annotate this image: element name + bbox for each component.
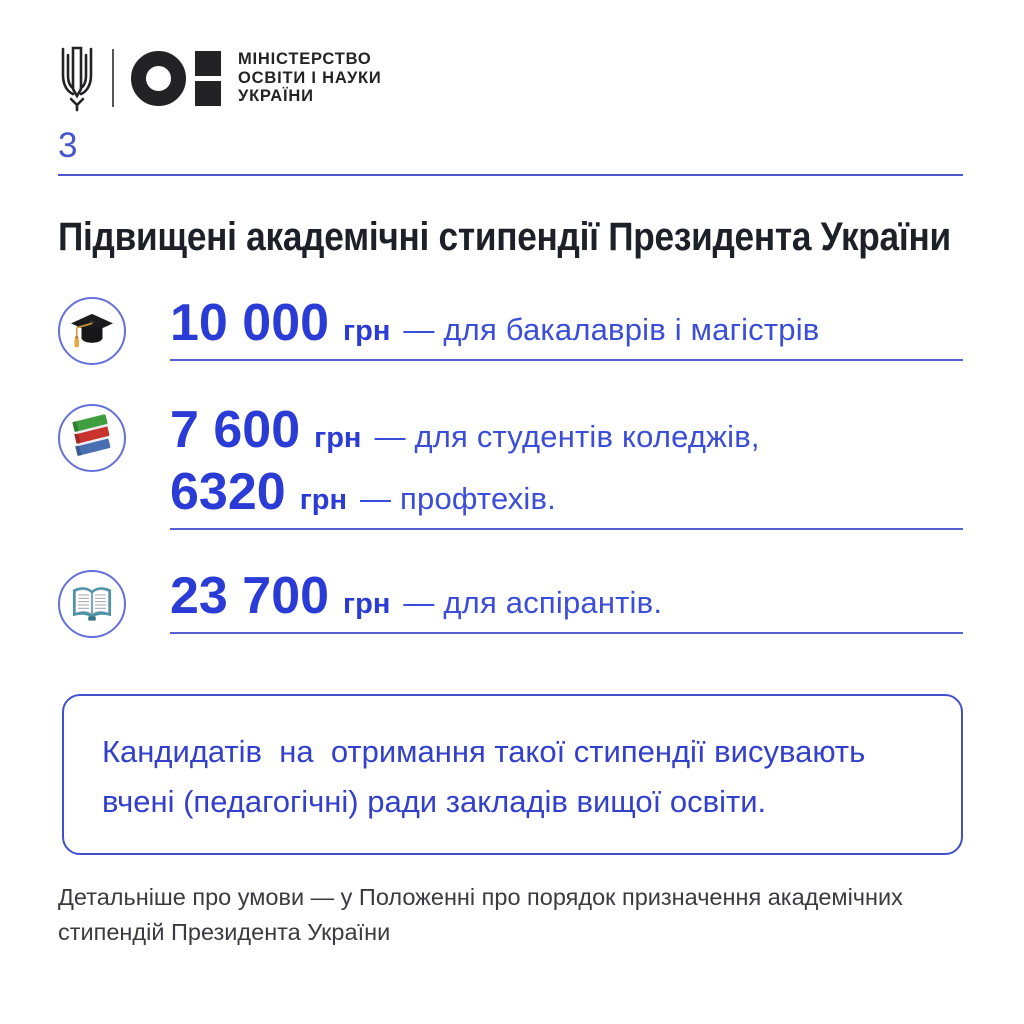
footnote	[58, 880, 903, 951]
currency-label: грн	[314, 422, 362, 454]
footnote-line: Детальніше про умови — у Положенні про порядок призначення академічних	[58, 884, 903, 910]
page-number: 3	[58, 126, 78, 165]
callout-box	[62, 694, 963, 855]
currency-label: грн	[343, 315, 391, 347]
currency-label: грн	[343, 588, 391, 620]
books-stack-icon	[58, 404, 126, 472]
scholarship-amount: 10 000	[170, 294, 330, 352]
logo-divider	[112, 49, 114, 107]
ministry-name-line: УКРАЇНИ	[238, 87, 314, 106]
scholarship-row	[170, 463, 963, 521]
scholarship-item-postgraduates	[58, 567, 963, 634]
scholarship-recipients: — для бакалаврів і магістрів	[403, 312, 820, 347]
header-brand	[58, 42, 382, 114]
callout-text-line: Кандидатів на отримання такої стипендії висувають	[102, 734, 866, 769]
item-underline	[170, 632, 963, 634]
scholarship-amount: 6320	[170, 463, 286, 521]
scholarship-row	[170, 567, 963, 625]
scholarship-recipients: — для студентів коледжів,	[374, 419, 760, 454]
ministry-logo-colon-icon	[195, 51, 221, 106]
currency-label: грн	[299, 484, 347, 516]
page-title: Підвищені академічні стипендії Президента України	[58, 215, 951, 259]
ministry-name-line: ОСВІТИ І НАУКИ	[238, 68, 382, 87]
footnote-line: стипендій Президента України	[58, 919, 391, 946]
graduation-cap-icon	[58, 297, 126, 365]
scholarship-recipients: — профтехів.	[360, 481, 556, 516]
scholarship-recipients: — для аспірантів.	[403, 585, 663, 620]
ukraine-trident-icon	[58, 44, 96, 112]
header-rule	[58, 174, 963, 176]
open-book-icon	[58, 570, 126, 638]
scholarship-amount: 7 600	[170, 401, 301, 459]
item-underline	[170, 528, 963, 530]
callout-text-line: вчені (педагогічні) ради закладів вищої освіти.	[102, 783, 767, 819]
ministry-logo-ring-icon	[131, 51, 186, 106]
scholarship-row	[170, 401, 963, 459]
item-underline	[170, 359, 963, 361]
scholarship-item-bachelors	[58, 294, 963, 361]
ministry-name-line: МІНІСТЕРСТВО	[238, 49, 372, 68]
scholarship-row	[170, 294, 963, 352]
scholarship-item-colleges	[58, 401, 963, 530]
scholarship-amount: 23 700	[170, 567, 330, 625]
ministry-name	[238, 50, 382, 107]
